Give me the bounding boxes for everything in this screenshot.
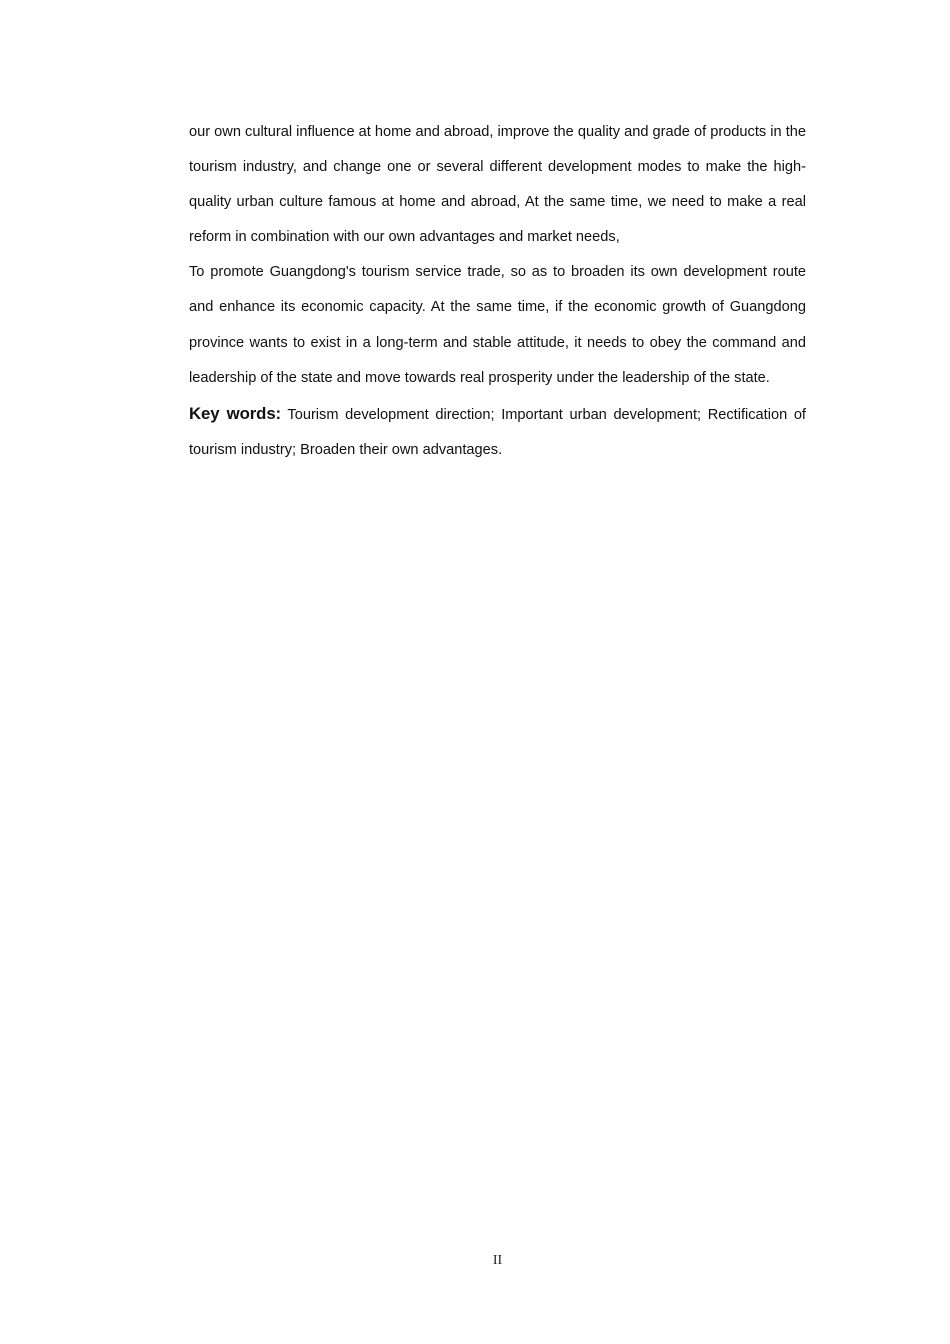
- keywords-text: Tourism development direction; Important urban development; Rectification of tourism industry; Broaden their own advantages.: [189, 406, 806, 458]
- page-number: II: [492, 1253, 503, 1268]
- abstract-paragraph: our own cultural influence at home and abroad, improve the quality and grade of products in the tourism industry, and change one or several different development modes to make the high-quality urban culture famous at home and abroad, At the same time, we need to make a real reform in combination with our own advantages and market needs,: [189, 124, 806, 246]
- abstract-paragraph: To promote Guangdong's tourism service trade, so as to broaden its own development route and enhance its economic capacity. At the same time, if the economic growth of Guangdong province wants to exist in a long-term and stable attitude, it needs to obey the command and leadership of the state and move towards real prosperity under the leadership of the state.: [189, 264, 806, 386]
- keywords-line: [189, 396, 806, 468]
- abstract-body: [189, 115, 806, 468]
- keywords-label: Key words:: [189, 403, 282, 423]
